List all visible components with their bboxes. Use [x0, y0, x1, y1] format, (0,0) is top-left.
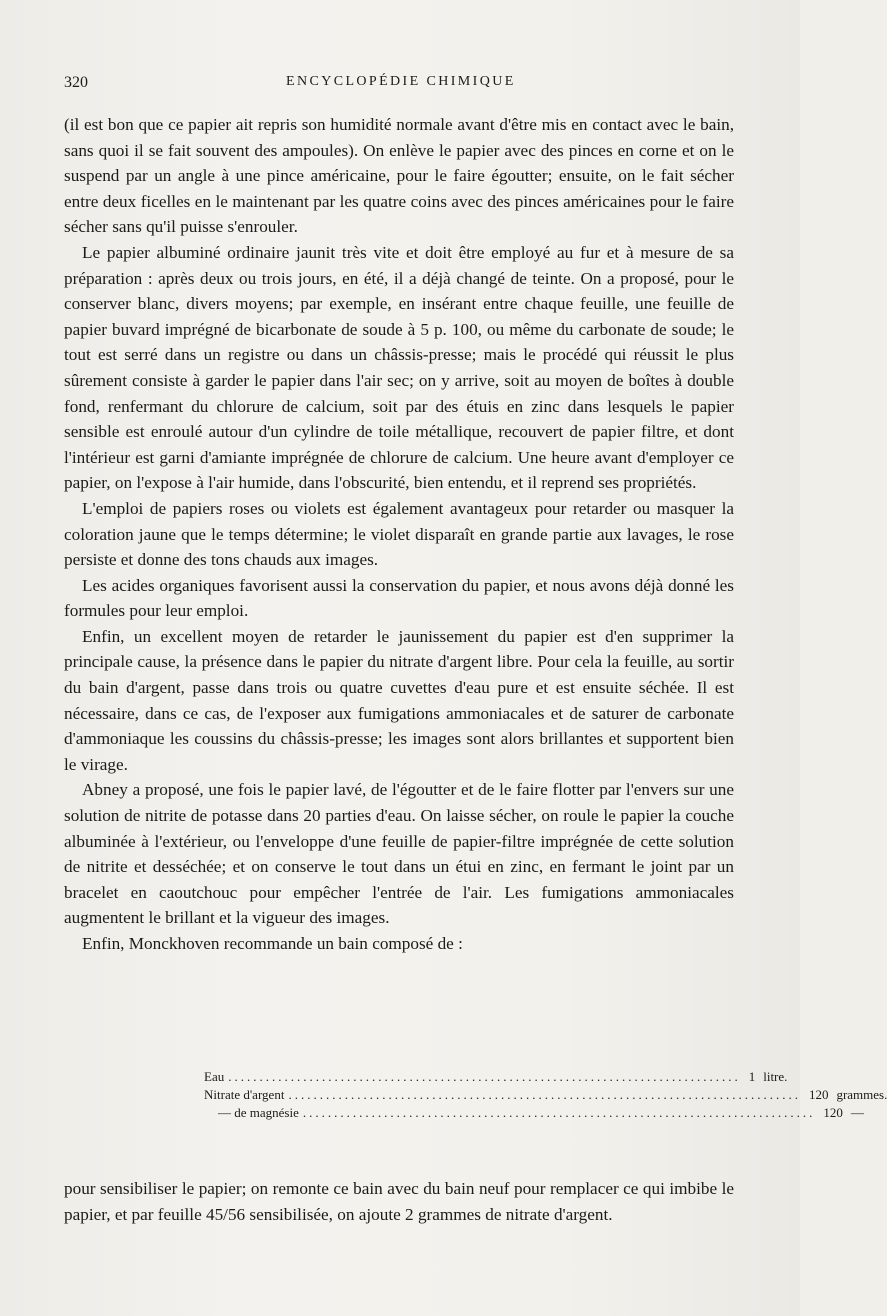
conclusion-text	[64, 1176, 734, 1227]
paragraph: Abney a proposé, une fois le papier lavé, de l'égoutter et de le faire flotter par l'envers sur une solution de nitrite de potasse dans 20 parties d'eau. On laisse sécher, on roule le papier la couche albuminée à l'extérieur, ou l'enveloppe d'une feuille de papier-filtre imprégnée de cette solution de nitrite et desséchée; et on conserve le tout dans un étui en zinc, en fermant le joint par un bracelet en caoutchouc pour empêcher l'entrée de l'air. Les fumigations ammoniacales augmentent le brillant et la vigueur des images.	[64, 780, 734, 928]
recipe-ingredient: Eau	[204, 1069, 225, 1084]
dot-leader: ..................................................................................	[228, 1069, 741, 1084]
paragraph: (il est bon que ce papier ait repris son humidité normale avant d'être mis en contact avec le bain, sans quoi il se fait souvent des ampoules). On enlève le papier avec des pinces en corne et on le suspend par un angle à une pince américaine, pour le faire égoutter; ensuite, on le fait sécher entre deux ficelles en le maintenant par les quatre coins avec des pinces américaines pour le faire sécher sans qu'il puisse s'enrouler.	[64, 115, 734, 237]
recipe-row	[204, 1104, 864, 1122]
recipe-ingredient: Nitrate d'argent	[204, 1087, 285, 1102]
recipe-quantity: 120	[808, 1087, 829, 1102]
recipe-quantity: 1	[748, 1069, 756, 1084]
paragraph: pour sensibiliser le papier; on remonte ce bain avec du bain neuf pour remplacer ce qui imbibe le papier, et par feuille 45/56 sensibilisée, on ajoute 2 grammes de nitrate d'argent.	[64, 1179, 734, 1224]
page-number: 320	[64, 74, 88, 91]
page-header	[64, 72, 744, 98]
recipe-row	[204, 1086, 887, 1104]
paragraph: L'emploi de papiers roses ou violets est également avantageux pour retarder ou masquer la coloration jaune que le temps détermine; le violet disparaît en grande partie aux lavages, le rose persiste et donne des tons chauds aux images.	[64, 498, 734, 570]
paragraph: Le papier albuminé ordinaire jaunit très vite et doit être employé au fur et à mesure de sa préparation : après deux ou trois jours, en été, il a déjà changé de teinte. On a proposé, pour le conserver blanc, divers moyens; par exemple, en insérant entre chaque feuille, une feuille de papier buvard imprégné de bicarbonate de soude à 5 p. 100, ou même du carbonate de soude; le tout est serré dans un registre ou dans un châssis-presse; mais le procédé qui réussit le plus sûrement consiste à garder le papier dans l'air sec; on y arrive, soit au moyen de boîtes à double fond, renfermant du chlorure de calcium, soit par des étuis en zinc dans lesquels le papier sensible est enroulé autour d'un cylindre de toile métallique, recouvert de papier filtre, et dont l'intérieur est garni d'amiante imprégnée de chlorure de calcium. Une heure avant d'employer ce papier, on l'expose à l'air humide, dans l'obscurité, bien entendu, et il reprend ses propriétés.	[64, 242, 734, 493]
recipe-unit: litre.	[763, 1069, 788, 1084]
paragraph: Enfin, Monckhoven recommande un bain composé de :	[82, 934, 463, 953]
recipe-ingredient: — de magnésie	[218, 1105, 299, 1120]
dot-leader: ..................................................................................	[302, 1105, 816, 1120]
dot-leader: ..................................................................................	[288, 1087, 801, 1102]
recipe-row	[204, 1068, 788, 1086]
paragraph: Enfin, un excellent moyen de retarder le jaunissement du papier est d'en supprimer la principale cause, la présence dans le papier du nitrate d'argent libre. Pour cela la feuille, au sortir du bain d'argent, passe dans trois ou quatre cuvettes d'eau pure et est ensuite séchée. Il est nécessaire, dans ce cas, de l'exposer aux fumigations ammoniacales et de saturer de carbonate d'ammoniaque les coussins du châssis-presse; les images sont alors brillantes et supportent bien le virage.	[64, 626, 734, 774]
recipe-unit: grammes.	[836, 1087, 887, 1102]
running-title: ENCYCLOPÉDIE CHIMIQUE	[286, 74, 516, 89]
body-text	[64, 112, 734, 957]
recipe-quantity: 120	[823, 1105, 843, 1120]
recipe-unit: —	[850, 1105, 864, 1120]
paragraph: Les acides organiques favorisent aussi la conservation du papier, et nous avons déjà donné les formules pour leur emploi.	[64, 575, 734, 621]
recipe-table	[204, 1068, 887, 1122]
